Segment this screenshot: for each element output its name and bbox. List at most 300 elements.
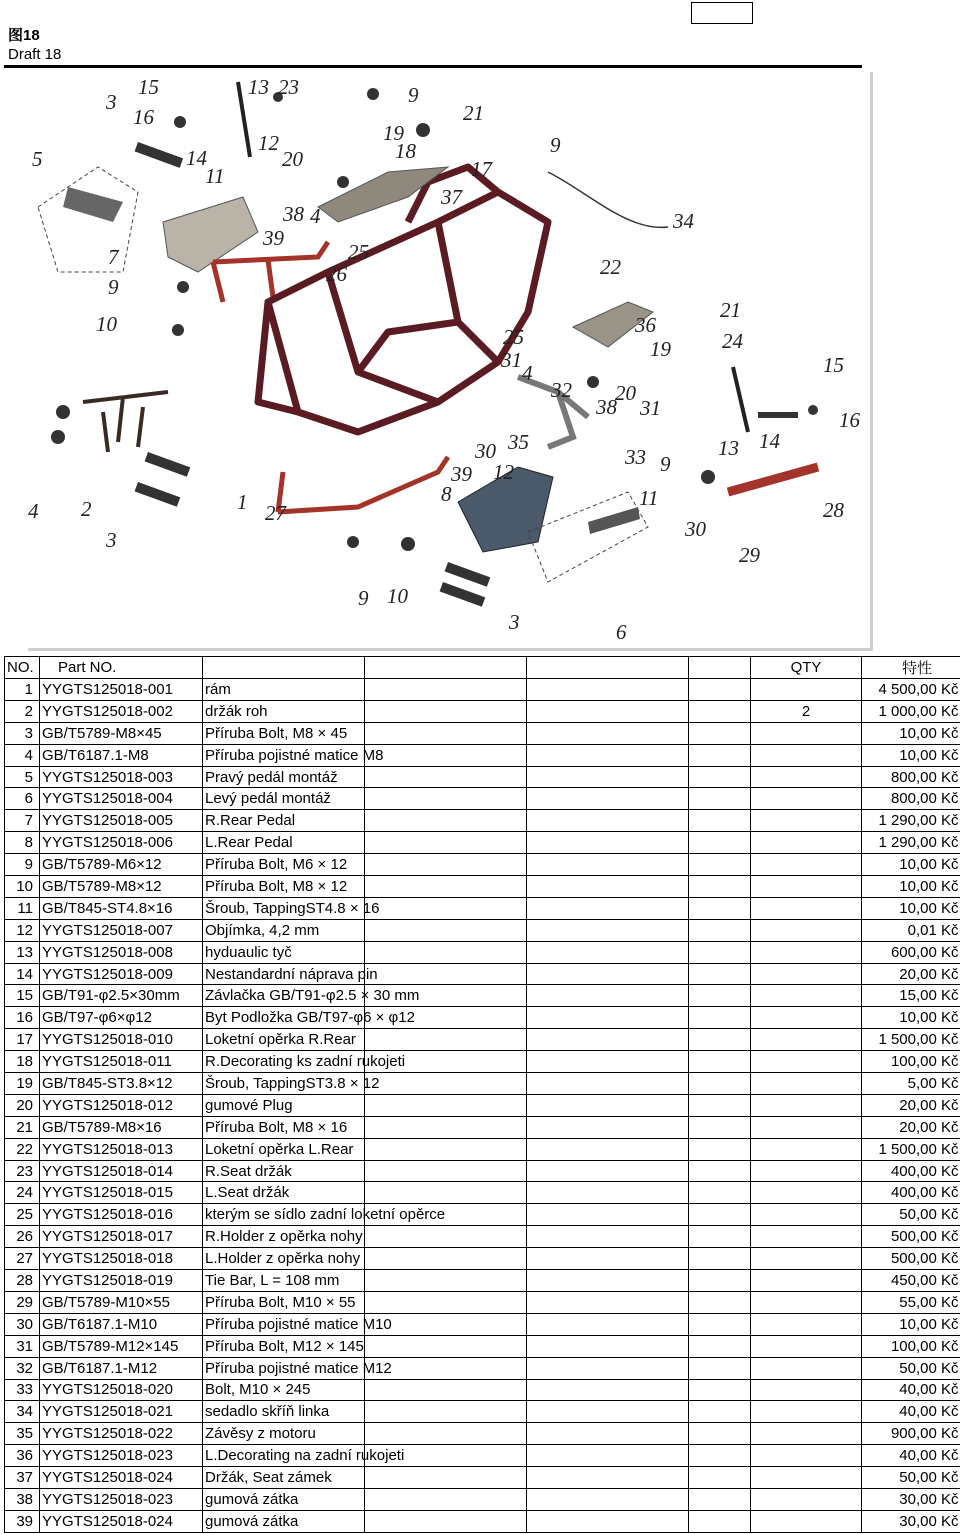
callout: 11 — [639, 486, 659, 510]
callout: 30 — [685, 517, 706, 541]
price: 1 500,00 Kč — [862, 1029, 960, 1051]
table-row — [5, 941, 960, 963]
table-row — [5, 876, 960, 898]
part-number: YYGTS125018-016 — [40, 1204, 203, 1226]
quantity — [751, 1379, 862, 1401]
part-description: R.Holder z opěrka nohy — [203, 1226, 365, 1248]
row-number: 19 — [5, 1073, 40, 1095]
quantity — [751, 1445, 862, 1467]
header-box — [691, 2, 753, 24]
table-row — [5, 1510, 960, 1532]
price: 1 000,00 Kč — [862, 700, 960, 722]
callout: 24 — [722, 329, 743, 353]
part-description: Závlačka GB/T91-φ2.5 × 30 mm — [203, 985, 365, 1007]
row-number: 30 — [5, 1313, 40, 1335]
part-description: Loketní opěrka R.Rear — [203, 1029, 365, 1051]
callout: 29 — [739, 543, 760, 567]
callout: 5 — [32, 147, 43, 171]
row-number: 33 — [5, 1379, 40, 1401]
part-number: YYGTS125018-005 — [40, 810, 203, 832]
row-number: 4 — [5, 744, 40, 766]
table-row — [5, 744, 960, 766]
row-number: 17 — [5, 1029, 40, 1051]
row-number: 13 — [5, 941, 40, 963]
table-row — [5, 1291, 960, 1313]
price: 100,00 Kč — [862, 1335, 960, 1357]
row-number: 6 — [5, 788, 40, 810]
part-description: gumová zátka — [203, 1510, 365, 1532]
callout: 13 — [718, 436, 739, 460]
part-description: hyduaulic tyč — [203, 941, 365, 963]
price: 15,00 Kč — [862, 985, 960, 1007]
table-row — [5, 854, 960, 876]
part-description: Závěsy z motoru — [203, 1423, 365, 1445]
row-number: 32 — [5, 1357, 40, 1379]
quantity — [751, 1160, 862, 1182]
part-description: gumové Plug — [203, 1094, 365, 1116]
quantity — [751, 1007, 862, 1029]
quantity — [751, 876, 862, 898]
part-description: Držák, Seat zámek — [203, 1467, 365, 1489]
part-number: YYGTS125018-008 — [40, 941, 203, 963]
part-number: YYGTS125018-006 — [40, 832, 203, 854]
row-number: 24 — [5, 1182, 40, 1204]
price: 40,00 Kč — [862, 1401, 960, 1423]
table-row — [5, 897, 960, 919]
row-number: 38 — [5, 1488, 40, 1510]
part-number: GB/T5789-M8×16 — [40, 1116, 203, 1138]
header-qty: QTY — [751, 657, 862, 679]
callout: 11 — [205, 164, 225, 188]
quantity — [751, 1423, 862, 1445]
quantity — [751, 941, 862, 963]
row-number: 15 — [5, 985, 40, 1007]
table-header-row — [5, 657, 960, 679]
quantity — [751, 1226, 862, 1248]
part-number: GB/T6187.1-M12 — [40, 1357, 203, 1379]
callout: 22 — [600, 255, 621, 279]
exploded-parts-diagram — [28, 72, 873, 651]
table-row — [5, 700, 960, 722]
callout: 25 — [348, 240, 369, 264]
quantity — [751, 679, 862, 701]
quantity — [751, 897, 862, 919]
quantity — [751, 963, 862, 985]
table-row — [5, 1094, 960, 1116]
price: 50,00 Kč — [862, 1357, 960, 1379]
callout: 36 — [635, 313, 656, 337]
part-description: Příruba pojistné matice M10 — [203, 1313, 365, 1335]
price: 10,00 Kč — [862, 876, 960, 898]
row-number: 28 — [5, 1270, 40, 1292]
price: 5,00 Kč — [862, 1073, 960, 1095]
callout: 31 — [501, 348, 522, 372]
callout: 27 — [265, 501, 286, 525]
part-description: Příruba Bolt, M12 × 145 — [203, 1335, 365, 1357]
part-description: Byt Podložka GB/T97-φ6 × φ12 — [203, 1007, 365, 1029]
price: 20,00 Kč — [862, 1094, 960, 1116]
part-number: YYGTS125018-009 — [40, 963, 203, 985]
table-row — [5, 1160, 960, 1182]
table-row — [5, 1335, 960, 1357]
callout: 9 — [660, 452, 671, 476]
part-number: GB/T6187.1-M10 — [40, 1313, 203, 1335]
table-row — [5, 1204, 960, 1226]
frame-illustration — [28, 72, 870, 648]
part-number: YYGTS125018-019 — [40, 1270, 203, 1292]
header-no: NO. — [5, 657, 40, 679]
callout: 38 — [596, 395, 617, 419]
price: 450,00 Kč — [862, 1270, 960, 1292]
part-description: Příruba Bolt, M8 × 16 — [203, 1116, 365, 1138]
callout: 3 — [509, 610, 520, 634]
quantity — [751, 1291, 862, 1313]
part-number: GB/T97-φ6×φ12 — [40, 1007, 203, 1029]
price: 50,00 Kč — [862, 1467, 960, 1489]
callout: 39 — [263, 226, 284, 250]
price: 800,00 Kč — [862, 788, 960, 810]
part-description: Bolt, M10 × 245 — [203, 1379, 365, 1401]
row-number: 39 — [5, 1510, 40, 1532]
part-number: YYGTS125018-020 — [40, 1379, 203, 1401]
quantity — [751, 744, 862, 766]
part-description: rám — [203, 679, 365, 701]
quantity — [751, 1248, 862, 1270]
price: 500,00 Kč — [862, 1226, 960, 1248]
quantity — [751, 1138, 862, 1160]
part-description: sedadlo skříň linka — [203, 1401, 365, 1423]
header-part-no: Part NO. — [40, 657, 203, 679]
row-number: 8 — [5, 832, 40, 854]
part-number: GB/T6187.1-M8 — [40, 744, 203, 766]
price: 400,00 Kč — [862, 1182, 960, 1204]
callout: 33 — [625, 445, 646, 469]
callout: 14 — [186, 146, 207, 170]
part-number: YYGTS125018-015 — [40, 1182, 203, 1204]
part-description: L.Seat držák — [203, 1182, 365, 1204]
callout: 16 — [133, 105, 154, 129]
price: 50,00 Kč — [862, 1204, 960, 1226]
part-number: YYGTS125018-004 — [40, 788, 203, 810]
part-number: GB/T845-ST4.8×16 — [40, 897, 203, 919]
callout: 35 — [508, 430, 529, 454]
callout: 15 — [138, 75, 159, 99]
table-row — [5, 1029, 960, 1051]
price: 20,00 Kč — [862, 963, 960, 985]
row-number: 5 — [5, 766, 40, 788]
table-row — [5, 1007, 960, 1029]
price: 900,00 Kč — [862, 1423, 960, 1445]
price: 40,00 Kč — [862, 1379, 960, 1401]
quantity — [751, 1073, 862, 1095]
row-number: 7 — [5, 810, 40, 832]
row-number: 12 — [5, 919, 40, 941]
row-number: 10 — [5, 876, 40, 898]
part-description: Loketní opěrka L.Rear — [203, 1138, 365, 1160]
table-row — [5, 1270, 960, 1292]
quantity — [751, 832, 862, 854]
price: 4 500,00 Kč — [862, 679, 960, 701]
callout: 39 — [451, 462, 472, 486]
part-description: gumová zátka — [203, 1488, 365, 1510]
callout: 12 — [493, 460, 514, 484]
callout: 19 — [383, 121, 404, 145]
callout: 9 — [358, 586, 369, 610]
table-row — [5, 1138, 960, 1160]
row-number: 14 — [5, 963, 40, 985]
part-number: GB/T91-φ2.5×30mm — [40, 985, 203, 1007]
callout: 23 — [278, 75, 299, 99]
part-number: YYGTS125018-003 — [40, 766, 203, 788]
quantity — [751, 1116, 862, 1138]
callout: 1 — [237, 490, 248, 514]
part-description: Příruba pojistné matice M8 — [203, 744, 365, 766]
callout: 20 — [615, 381, 636, 405]
quantity — [751, 1467, 862, 1489]
callout: 2 — [81, 497, 92, 521]
callout: 34 — [673, 209, 694, 233]
part-number: YYGTS125018-023 — [40, 1488, 203, 1510]
quantity — [751, 985, 862, 1007]
price: 500,00 Kč — [862, 1248, 960, 1270]
quantity — [751, 1335, 862, 1357]
part-number: GB/T5789-M10×55 — [40, 1291, 203, 1313]
price: 40,00 Kč — [862, 1445, 960, 1467]
part-number: GB/T845-ST3.8×12 — [40, 1073, 203, 1095]
part-description: Nestandardní náprava pin — [203, 963, 365, 985]
callout: 4 — [310, 204, 321, 228]
table-row — [5, 963, 960, 985]
part-description: Příruba Bolt, M6 × 12 — [203, 854, 365, 876]
callout: 28 — [823, 498, 844, 522]
row-number: 20 — [5, 1094, 40, 1116]
part-number: YYGTS125018-022 — [40, 1423, 203, 1445]
callout: 10 — [96, 312, 117, 336]
row-number: 16 — [5, 1007, 40, 1029]
row-number: 18 — [5, 1051, 40, 1073]
table-row — [5, 1467, 960, 1489]
part-description: L.Rear Pedal — [203, 832, 365, 854]
header-feature: 特性 — [862, 657, 960, 679]
price: 400,00 Kč — [862, 1160, 960, 1182]
row-number: 9 — [5, 854, 40, 876]
quantity — [751, 1270, 862, 1292]
part-number: GB/T5789-M8×45 — [40, 722, 203, 744]
part-number: YYGTS125018-012 — [40, 1094, 203, 1116]
row-number: 22 — [5, 1138, 40, 1160]
figure-subtitle: Draft 18 — [8, 46, 62, 63]
callout: 17 — [471, 157, 492, 181]
row-number: 23 — [5, 1160, 40, 1182]
quantity — [751, 1094, 862, 1116]
table-row — [5, 1401, 960, 1423]
part-description: R.Seat držák — [203, 1160, 365, 1182]
part-number: YYGTS125018-014 — [40, 1160, 203, 1182]
quantity — [751, 1313, 862, 1335]
row-number: 25 — [5, 1204, 40, 1226]
callout: 26 — [326, 262, 347, 286]
row-number: 35 — [5, 1423, 40, 1445]
part-description: držák roh — [203, 700, 365, 722]
price: 1 290,00 Kč — [862, 810, 960, 832]
part-description: R.Rear Pedal — [203, 810, 365, 832]
part-number: YYGTS125018-018 — [40, 1248, 203, 1270]
callout: 3 — [106, 528, 117, 552]
price: 0,01 Kč — [862, 919, 960, 941]
quantity — [751, 788, 862, 810]
part-number: YYGTS125018-002 — [40, 700, 203, 722]
row-number: 21 — [5, 1116, 40, 1138]
part-description: L.Decorating na zadní rukojeti — [203, 1445, 365, 1467]
part-number: GB/T5789-M8×12 — [40, 876, 203, 898]
part-description: Šroub, TappingST3.8 × 12 — [203, 1073, 365, 1095]
part-number: YYGTS125018-017 — [40, 1226, 203, 1248]
callout: 14 — [759, 429, 780, 453]
quantity — [751, 1510, 862, 1532]
table-row — [5, 1379, 960, 1401]
price: 10,00 Kč — [862, 854, 960, 876]
callout: 15 — [823, 353, 844, 377]
callout: 8 — [441, 482, 452, 506]
row-number: 27 — [5, 1248, 40, 1270]
part-description: Příruba Bolt, M8 × 12 — [203, 876, 365, 898]
part-description: R.Decorating ks zadní rukojeti — [203, 1051, 365, 1073]
callout: 9 — [408, 83, 419, 107]
part-number: YYGTS125018-013 — [40, 1138, 203, 1160]
callout: 9 — [550, 133, 561, 157]
callout: 4 — [522, 361, 533, 385]
price: 800,00 Kč — [862, 766, 960, 788]
callout: 13 — [248, 75, 269, 99]
callout: 38 — [283, 202, 304, 226]
price: 10,00 Kč — [862, 1007, 960, 1029]
part-number: YYGTS125018-001 — [40, 679, 203, 701]
part-description: Pravý pedál montáž — [203, 766, 365, 788]
table-row — [5, 1423, 960, 1445]
table-row — [5, 1445, 960, 1467]
parts-table — [4, 656, 960, 1533]
table-row — [5, 766, 960, 788]
row-number: 29 — [5, 1291, 40, 1313]
callout: 4 — [28, 499, 39, 523]
row-number: 37 — [5, 1467, 40, 1489]
quantity — [751, 722, 862, 744]
price: 10,00 Kč — [862, 897, 960, 919]
part-description: Příruba pojistné matice M12 — [203, 1357, 365, 1379]
table-row — [5, 1226, 960, 1248]
part-description: Šroub, TappingST4.8 × 16 — [203, 897, 365, 919]
price: 30,00 Kč — [862, 1488, 960, 1510]
callout: 20 — [282, 147, 303, 171]
price: 10,00 Kč — [862, 744, 960, 766]
callout: 9 — [108, 275, 119, 299]
part-number: YYGTS125018-010 — [40, 1029, 203, 1051]
table-row — [5, 985, 960, 1007]
quantity — [751, 1204, 862, 1226]
table-row — [5, 1182, 960, 1204]
price: 600,00 Kč — [862, 941, 960, 963]
table-row — [5, 1488, 960, 1510]
figure-title: 图18 — [8, 27, 40, 44]
price: 1 290,00 Kč — [862, 832, 960, 854]
quantity — [751, 1488, 862, 1510]
part-number: YYGTS125018-007 — [40, 919, 203, 941]
table-row — [5, 810, 960, 832]
quantity — [751, 810, 862, 832]
part-description: kterým se sídlo zadní loketní opěrce — [203, 1204, 365, 1226]
quantity — [751, 1357, 862, 1379]
row-number: 26 — [5, 1226, 40, 1248]
part-description: Objímka, 4,2 mm — [203, 919, 365, 941]
quantity — [751, 919, 862, 941]
table-row — [5, 832, 960, 854]
part-number: YYGTS125018-021 — [40, 1401, 203, 1423]
part-number: GB/T5789-M6×12 — [40, 854, 203, 876]
part-number: YYGTS125018-024 — [40, 1510, 203, 1532]
table-row — [5, 1313, 960, 1335]
table-row — [5, 1357, 960, 1379]
table-row — [5, 1248, 960, 1270]
callout: 16 — [839, 408, 860, 432]
price: 55,00 Kč — [862, 1291, 960, 1313]
part-number: YYGTS125018-024 — [40, 1467, 203, 1489]
part-description: Příruba Bolt, M10 × 55 — [203, 1291, 365, 1313]
row-number: 11 — [5, 897, 40, 919]
row-number: 36 — [5, 1445, 40, 1467]
part-description: Levý pedál montáž — [203, 788, 365, 810]
price: 100,00 Kč — [862, 1051, 960, 1073]
price: 10,00 Kč — [862, 1313, 960, 1335]
callout: 3 — [106, 90, 117, 114]
callout: 18 — [395, 139, 416, 163]
quantity — [751, 766, 862, 788]
table-row — [5, 919, 960, 941]
part-description: L.Holder z opěrka nohy — [203, 1248, 365, 1270]
row-number: 31 — [5, 1335, 40, 1357]
callout: 21 — [463, 101, 484, 125]
row-number: 3 — [5, 722, 40, 744]
part-description: Tie Bar, L = 108 mm — [203, 1270, 365, 1292]
row-number: 1 — [5, 679, 40, 701]
callout: 6 — [616, 620, 627, 644]
callout: 7 — [108, 245, 119, 269]
price: 1 500,00 Kč — [862, 1138, 960, 1160]
table-row — [5, 788, 960, 810]
table-row — [5, 1073, 960, 1095]
quantity — [751, 1182, 862, 1204]
quantity — [751, 1051, 862, 1073]
header-rule — [4, 65, 862, 68]
callout: 12 — [258, 131, 279, 155]
table-row — [5, 722, 960, 744]
quantity — [751, 854, 862, 876]
callout: 31 — [640, 396, 661, 420]
callout: 21 — [720, 298, 741, 322]
callout: 25 — [503, 325, 524, 349]
quantity: 2 — [751, 700, 862, 722]
part-number: YYGTS125018-011 — [40, 1051, 203, 1073]
table-row — [5, 1051, 960, 1073]
row-number: 2 — [5, 700, 40, 722]
part-number: GB/T5789-M12×145 — [40, 1335, 203, 1357]
quantity — [751, 1401, 862, 1423]
row-number: 34 — [5, 1401, 40, 1423]
quantity — [751, 1029, 862, 1051]
table-row — [5, 1116, 960, 1138]
price: 20,00 Kč — [862, 1116, 960, 1138]
price: 10,00 Kč — [862, 722, 960, 744]
part-number: YYGTS125018-023 — [40, 1445, 203, 1467]
